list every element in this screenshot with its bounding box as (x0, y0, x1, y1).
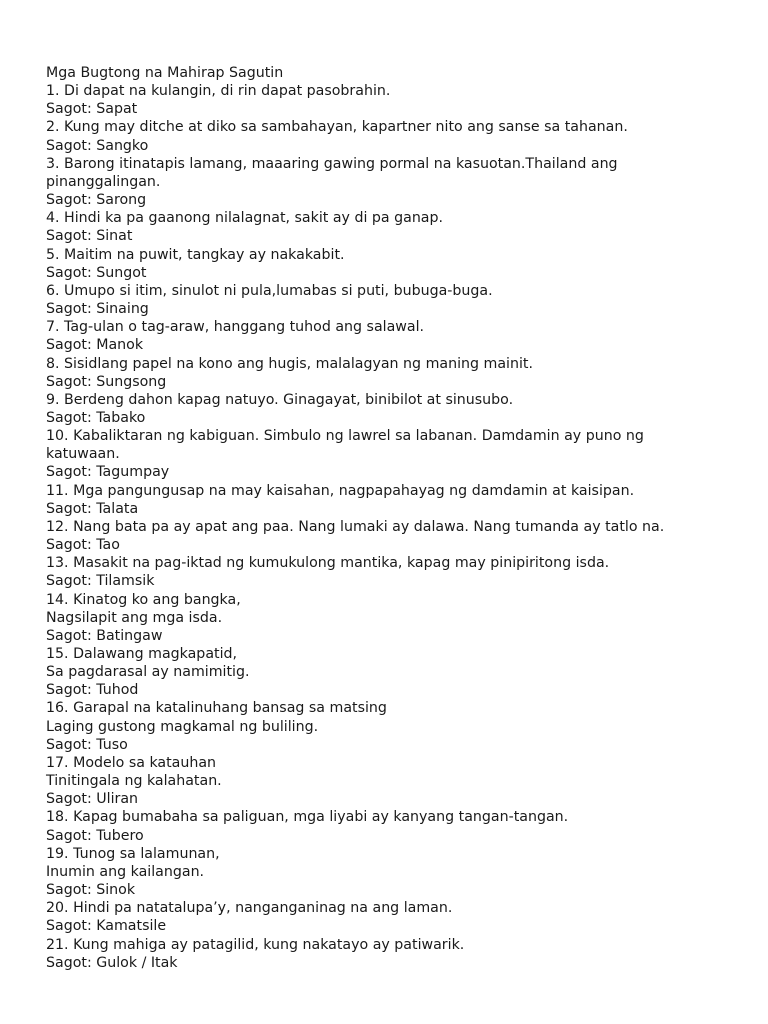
riddle-answer: Sagot: Tuhod (46, 682, 139, 699)
riddle-item (46, 209, 746, 245)
riddle-question-line: 20. Hindi pa natatalupa’y, nanganganinag na ang laman. (46, 900, 453, 917)
riddle-item (46, 518, 746, 554)
riddle-question-line: 18. Kapag bumabaha sa paliguan, mga liyabi ay kanyang tangan-tangan. (46, 809, 569, 826)
riddle-question-line: 6. Umupo si itim, sinulot ni pula,lumabas si puti, bubuga-buga. (46, 282, 493, 299)
riddle-question-line: 19. Tunog sa lalamunan, (46, 845, 220, 862)
riddle-question-line: 2. Kung may ditche at diko sa sambahayan, kapartner nito ang sanse sa tahanan. (46, 119, 628, 136)
riddle-answer: Sagot: Sungot (46, 264, 147, 281)
riddle-question-line: 12. Nang bata pa ay apat ang paa. Nang lumaki ay dalawa. Nang tumanda ay tatlo na. (46, 518, 665, 535)
riddle-item (46, 427, 746, 481)
riddle-question-line: Sa pagdarasal ay namimitig. (46, 664, 250, 681)
riddle-question-line: 13. Masakit na pag-iktad ng kumukulong mantika, kapag may pinipiritong isda. (46, 555, 610, 572)
riddle-question-line: pinanggalingan. (46, 173, 161, 190)
riddle-item (46, 699, 746, 753)
riddle-question-line: 10. Kabaliktaran ng kabiguan. Simbulo ng lawrel sa labanan. Damdamin ay puno ng (46, 428, 644, 445)
riddle-answer: Sagot: Talata (46, 500, 139, 517)
riddle-answer: Sagot: Tabako (46, 409, 146, 426)
riddle-list (46, 82, 746, 972)
riddle-item (46, 591, 746, 645)
riddle-item (46, 645, 746, 699)
riddle-question-line: 7. Tag-ulan o tag-araw, hanggang tuhod ang salawal. (46, 319, 425, 336)
riddle-answer: Sagot: Sinok (46, 882, 136, 899)
riddle-question-line: 5. Maitim na puwit, tangkay ay nakakabit. (46, 246, 345, 263)
riddle-item (46, 754, 746, 808)
riddle-item (46, 845, 746, 899)
riddle-answer: Sagot: Manok (46, 337, 144, 354)
riddle-item (46, 246, 746, 282)
riddle-item (46, 282, 746, 318)
riddle-item (46, 808, 746, 844)
riddle-answer: Sagot: Sapat (46, 101, 138, 118)
riddle-item (46, 118, 746, 154)
riddle-question-line: 11. Mga pangungusap na may kaisahan, nagpapahayag ng damdamin at kaisipan. (46, 482, 635, 499)
riddle-item (46, 482, 746, 518)
riddle-item (46, 355, 746, 391)
riddle-question-line: 15. Dalawang magkapatid, (46, 646, 238, 662)
riddle-question-line: 14. Kinatog ko ang bangka, (46, 591, 241, 608)
riddle-answer: Sagot: Uliran (46, 791, 139, 808)
riddle-answer: Sagot: Gulok / Itak (46, 954, 178, 971)
riddle-question-line: 3. Barong itinatapis lamang, maaaring gawing pormal na kasuotan.Thailand ang (46, 155, 618, 172)
document-title: Mga Bugtong na Mahirap Sagutin (46, 65, 284, 81)
riddle-answer: Sagot: Tubero (46, 827, 144, 844)
riddle-question-line: 9. Berdeng dahon kapag natuyo. Ginagayat, binibilot at sinusubo. (46, 391, 514, 408)
riddle-answer: Sagot: Batingaw (46, 627, 163, 644)
riddle-answer: Sagot: Kamatsile (46, 918, 167, 935)
riddle-question-line: 4. Hindi ka pa gaanong nilalagnat, sakit ay di pa ganap. (46, 210, 444, 227)
riddle-question-line: 17. Modelo sa katauhan (46, 754, 217, 771)
riddle-item (46, 899, 746, 935)
riddle-question-line: katuwaan. (46, 446, 120, 463)
document-page (46, 64, 746, 972)
riddle-question-line: Inumin ang kailangan. (46, 863, 205, 880)
riddle-question-line: Nagsilapit ang mga isda. (46, 609, 223, 626)
riddle-answer: Sagot: Sungsong (46, 373, 167, 390)
riddle-answer: Sagot: Sinaing (46, 301, 149, 318)
riddle-answer: Sagot: Tilamsik (46, 573, 155, 590)
riddle-question-line: 21. Kung mahiga ay patagilid, kung nakatayo ay patiwarik. (46, 936, 465, 953)
riddle-question-line: 8. Sisidlang papel na kono ang hugis, malalagyan ng maning mainit. (46, 355, 533, 372)
riddle-item (46, 554, 746, 590)
riddle-item (46, 82, 746, 118)
riddle-answer: Sagot: Tao (46, 537, 120, 554)
riddle-item (46, 391, 746, 427)
riddle-answer: Sagot: Sangko (46, 137, 149, 154)
riddle-answer: Sagot: Sinat (46, 228, 133, 245)
riddle-answer: Sagot: Sarong (46, 192, 147, 209)
riddle-item (46, 936, 746, 972)
riddle-question-line: Laging gustong magkamal ng buliling. (46, 718, 319, 735)
riddle-item (46, 155, 746, 209)
riddle-question-line: 16. Garapal na katalinuhang bansag sa matsing (46, 700, 387, 717)
riddle-answer: Sagot: Tuso (46, 736, 128, 753)
riddle-answer: Sagot: Tagumpay (46, 464, 170, 481)
riddle-question-line: 1. Di dapat na kulangin, di rin dapat pasobrahin. (46, 83, 391, 100)
riddle-question-line: Tinitingala ng kalahatan. (46, 773, 222, 790)
riddle-item (46, 318, 746, 354)
